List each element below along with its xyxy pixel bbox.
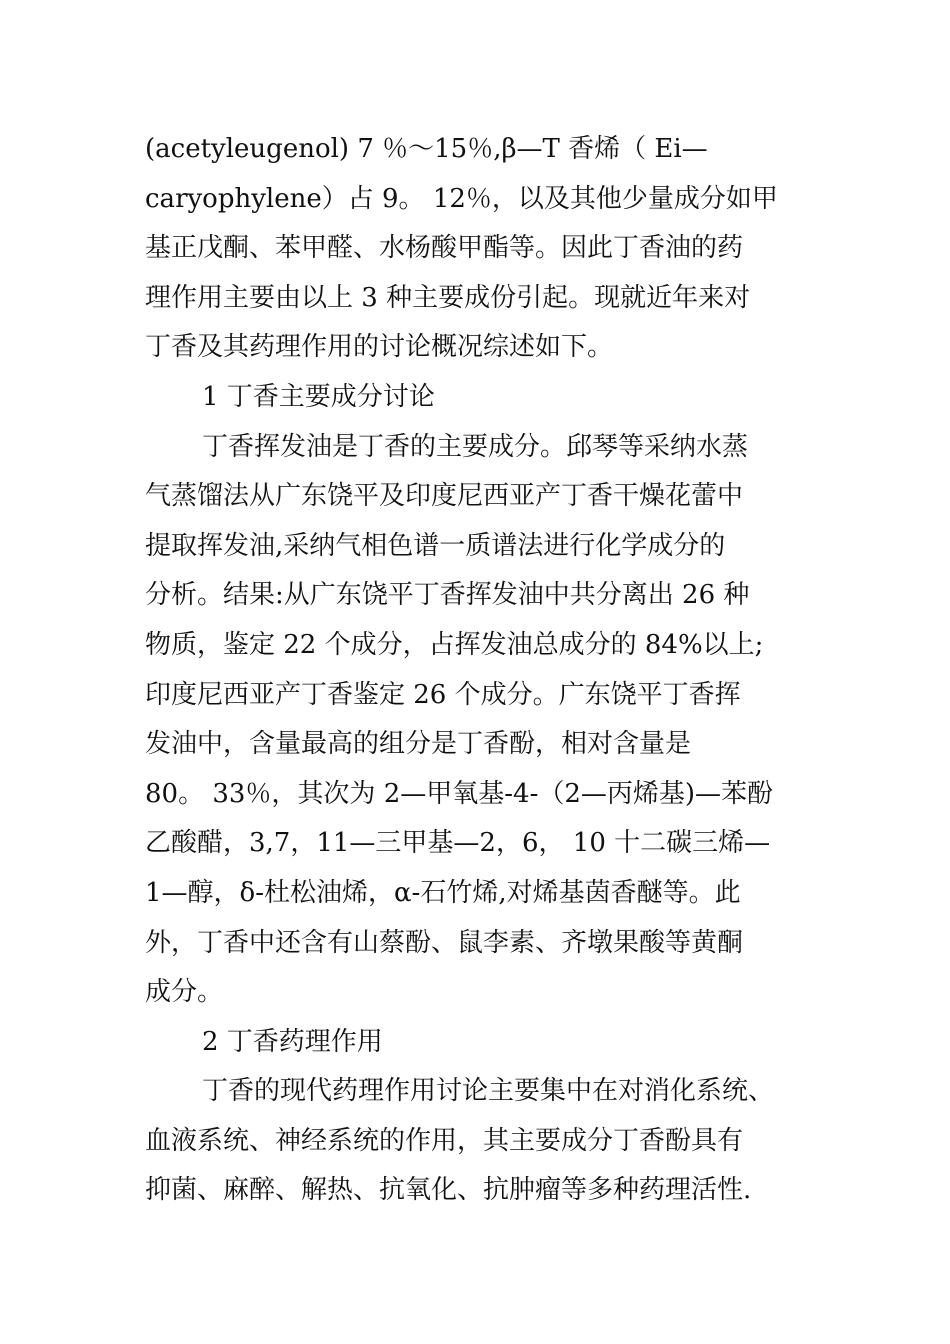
text-line: 物质，鉴定 22 个成分，占挥发油总成分的 84%以上; — [145, 629, 764, 660]
paragraph-start: 丁香的现代药理作用讨论主要集中在对消化系统、 — [202, 1076, 775, 1107]
text-line: 分析。结果:从广东饶平丁香挥发油中共分离出 26 种 — [145, 580, 750, 611]
body-text — [145, 125, 825, 1216]
text-line: 抑菌、麻醉、解热、抗氧化、抗肿瘤等多种药理活性. — [145, 1175, 752, 1206]
text-line: 理作用主要由以上 3 种主要成份引起。现就近年来对 — [145, 282, 751, 313]
paragraph-start: 丁香挥发油是丁香的主要成分。邱琴等采纳水蒸 — [202, 431, 749, 462]
section-heading-2: 2 丁香药理作用 — [202, 1026, 383, 1057]
text-line: 基正戊酮、苯甲醛、水杨酸甲酯等。因此丁香油的药 — [145, 233, 744, 264]
text-line: 1—醇，δ-杜松油烯，α-石竹烯,对烯基茵香醚等。此 — [145, 877, 741, 908]
text-line: caryophylene）占 9。 12％，以及其他少量成分如甲 — [145, 183, 778, 214]
text-line: 乙酸醋，3,7，11—三甲基—2，6， 10 十二碳三烯— — [145, 828, 771, 859]
text-line: 血液系统、神经系统的作用，其主要成分丁香酚具有 — [145, 1125, 744, 1156]
text-line: 丁香及其药理作用的讨论概况综述如下。 — [145, 332, 614, 363]
text-line: 成分。 — [145, 977, 224, 1008]
section-heading-1: 1 丁香主要成分讨论 — [202, 381, 435, 412]
text-line: (acetyleugenol) 7 ％～15％,β—T 香烯（ Ei— — [145, 134, 708, 164]
text-line: 发油中，含量最高的组分是丁香酚，相对含量是 — [145, 729, 692, 760]
text-line: 80。 33％，其次为 2—甲氧基-4-（2—丙烯基)—苯酚 — [145, 778, 774, 809]
text-line: 提取挥发油,采纳气相色谱一质谱法进行化学成分的 — [145, 530, 726, 561]
text-line: 外，丁香中还含有山蔡酚、鼠李素、齐墩果酸等黄酮 — [145, 927, 744, 958]
text-line: 气蒸馏法从广东饶平及印度尼西亚产丁香干燥花蕾中 — [145, 481, 744, 512]
text-line: 印度尼西亚产丁香鉴定 26 个成分。广东饶平丁香挥 — [145, 679, 741, 710]
